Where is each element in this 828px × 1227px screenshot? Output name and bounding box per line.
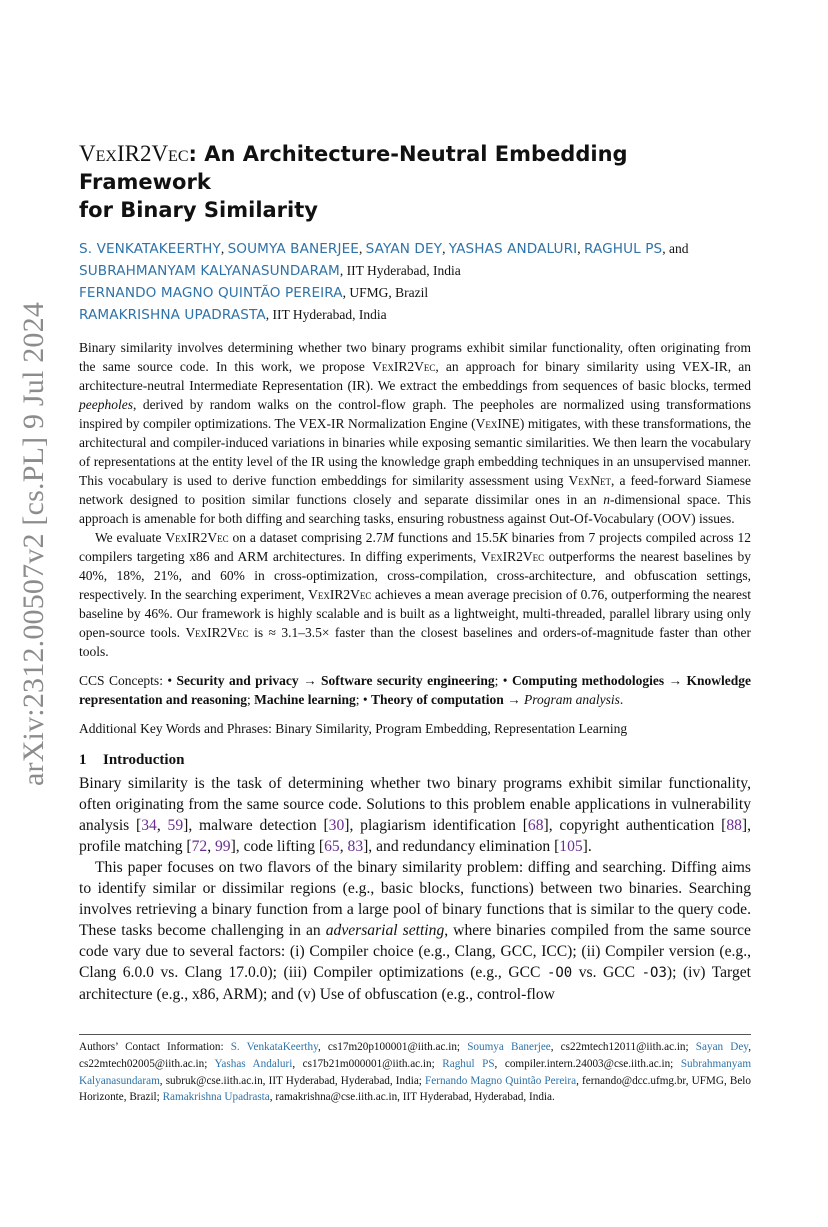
author-link[interactable]: Yashas Andaluri <box>214 1057 293 1070</box>
author-conjunction: , and <box>662 241 689 256</box>
author-link[interactable]: RAMAKRISHNA UPADRASTA <box>79 307 266 323</box>
author-link[interactable]: S. VenkataKeerthy <box>230 1041 318 1053</box>
affiliation: , UFMG, Brazil <box>342 285 429 300</box>
affiliation: , IIT Hyderabad, India <box>339 263 461 278</box>
abstract-paragraph-2: We evaluate VexIR2Vec on a dataset comprising 2.7M functions and 15.5K binaries from 7 projects compiled across 12 compilers targeting x86 and ARM architectures. In diffing experiments, VexIR2Vec outperforms the nearest baselines by 40%, 18%, 21%, and 60% in cross-optimization, cross-compilation, cross-architecture, and obfuscation settings, respectively. In the searching experiment, VexIR2Vec achieves a mean average precision of 0.76, outperforming the nearest baseline by 46%. Our framework is highly scalable and is built as a lightweight, multi-threaded, parallel library using only open-source tools. VexIR2Vec is ≈ 3.1–3.5× faster than the closest baselines and orders-of-magnitude faster than other tools. <box>79 530 752 659</box>
author-link[interactable]: Fernando Magno Quintão Pereira <box>425 1074 577 1087</box>
section-heading <box>79 752 751 769</box>
author-link[interactable]: RAGHUL PS <box>583 241 663 257</box>
footnote-text: Authors’ Contact Information: S. VenkataKeerthy, cs17m20p100001@iith.ac.in; Soumya Banerjee, cs22mtech12011@iith.ac.in; Sayan Dey, cs22mtech02005@iith.ac.in; Yashas Andaluri, cs17b21m000001@iith.ac.in; Raghul PS, compiler.intern.24003@cse.iith.ac.in; Subrahmanyam Kalyanasundaram, subruk@cse.iith.ac.in, IIT Hyderabad, Hyderabad, India; Fernando Magno Quintão Pereira, fernando@dcc.ufmg.br, UFMG, Belo Horizonte, Brazil; Ramakrishna Upadrasta, ramakrishna@cse.iith.ac.in, IIT Hyderabad, Hyderabad, India. <box>79 1041 752 1104</box>
ccs-concepts: CCS Concepts: • Security and privacy → Software security engineering; • Computing methodologies → Knowledge representation and reasoning; Machine learning; • Theory of computation → Program analysis. <box>79 673 751 707</box>
affiliation: , IIT Hyderabad, India <box>265 307 387 322</box>
author-link[interactable]: S. VENKATAKEERTHY <box>79 241 221 257</box>
citation-link[interactable]: 30 <box>328 817 345 834</box>
author-link[interactable]: FERNANDO MAGNO QUINTÃO PEREIRA <box>79 285 343 301</box>
author-link[interactable]: SOUMYA BANERJEE <box>227 241 359 257</box>
citation-link[interactable]: 65 <box>324 838 340 855</box>
citation-link[interactable]: 72 <box>191 838 208 855</box>
arxiv-identifier-text: arXiv:2312.00507v2 [cs.PL] 9 Jul 2024 <box>17 301 50 787</box>
title-line2: for Binary Similarity <box>79 198 318 222</box>
section-title: Introduction <box>103 752 185 768</box>
intro-paragraph-1: Binary similarity is the task of determining whether two binary programs exhibit similar functionality, often originating from the same source code. Solutions to this problem enable applications in vulnerability analysis [34, 59], malware detection [30], plagiarism identification [68], copyright authentication [88], profile matching [72, 99], code lifting [65, 83], and redundancy elimination [105]. <box>79 775 751 855</box>
arxiv-identifier <box>12 266 56 822</box>
intro-paragraph-2: This paper focuses on two flavors of the binary similarity problem: diffing and searching. Diffing aims to identify similar or dissimilar regions (e.g., basic blocks, functions) between two binaries. Searching involves retrieving a binary function from a large pool of binary functions that is similar to the query code. These tasks become challenging in an adversarial setting, where binaries compiled from the same source code vary due to several factors: (i) Compiler choice (e.g., Clang, GCC, ICC); (ii) Compiler version (e.g., Clang 6.0.0 vs. Clang 17.0.0); (iii) Compiler optimizations (e.g., GCC -O0 vs. GCC -O3); (iv) Target architecture (e.g., x86, ARM); and (v) Use of obfuscation (e.g., control-flow <box>79 859 752 1003</box>
title-system-name: VexIR2Vec <box>79 141 189 166</box>
section-number: 1 <box>79 752 87 768</box>
citation-link[interactable]: 68 <box>527 817 544 834</box>
keywords: Additional Key Words and Phrases: Binary Similarity, Program Embedding, Representation Learning <box>79 721 628 736</box>
title-line1-rest: : An Architecture-Neutral Embedding Framework <box>79 142 628 194</box>
author-contact-footnote <box>79 1034 751 1106</box>
author-link[interactable]: YASHAS ANDALURI <box>448 241 578 257</box>
author-link[interactable]: Ramakrishna Upadrasta <box>162 1091 270 1104</box>
author-link[interactable]: Soumya Banerjee <box>467 1041 551 1053</box>
author-link[interactable]: SAYAN DEY <box>365 241 443 257</box>
citation-link[interactable]: 99 <box>214 838 231 855</box>
author-link[interactable]: Sayan Dey <box>695 1041 749 1053</box>
author-link[interactable]: Subrahmanyam Kalyanasundaram <box>79 1057 752 1087</box>
author-link[interactable]: Raghul PS <box>442 1057 495 1070</box>
author-list: S. VENKATAKEERTHY, SOUMYA BANERJEE, SAYAN DEY, YASHAS ANDALURI, RAGHUL PS, and SUBRAHMANYAM KALYANASUNDARAM, IIT Hyderabad, India FERNANDO MAGNO QUINTÃO PEREIRA, UFMG, Brazil RAMAKRISHNA UPADRASTA, IIT Hyderabad, India <box>79 241 689 323</box>
abstract <box>79 338 751 661</box>
abstract-paragraph-1: Binary similarity involves determining whether two binary programs exhibit similar functionality, often originating from the same source code. In this work, we propose VexIR2Vec, an approach for binary similarity using VEX-IR, an architecture-neutral Intermediate Representation (IR). We extract the embeddings from sequences of basic blocks, termed peepholes, derived by random walks on the control-flow graph. The peepholes are normalized using transformations inspired by compiler optimizations. The VEX-IR Normalization Engine (VexINE) mitigates, with these transformations, the architectural and compiler-induced variations in binaries while exposing semantic similarities. We then learn the vocabulary of representations at the entity level of the IR using the knowledge graph embedding techniques in an unsupervised manner. This vocabulary is used to derive function embeddings for similarity assessment using VexNet, a feed-forward Siamese network designed to position similar functions closely and separate dissimilar ones in an n-dimensional space. This approach is amenable for both diffing and searching tasks, ensuring robustness against Out-Of-Vocabulary (OOV) issues. <box>79 340 751 526</box>
citation-link[interactable]: 88 <box>726 817 742 834</box>
citation-link[interactable]: 105 <box>559 838 583 855</box>
citation-link[interactable]: 83 <box>347 838 364 855</box>
paper-body <box>79 140 751 1005</box>
citation-link[interactable]: 34 <box>141 817 157 834</box>
citation-link[interactable]: 59 <box>167 817 184 834</box>
author-link[interactable]: SUBRAHMANYAM KALYANASUNDARAM <box>79 263 340 279</box>
paper-title <box>79 140 751 224</box>
introduction-section <box>79 752 751 1005</box>
